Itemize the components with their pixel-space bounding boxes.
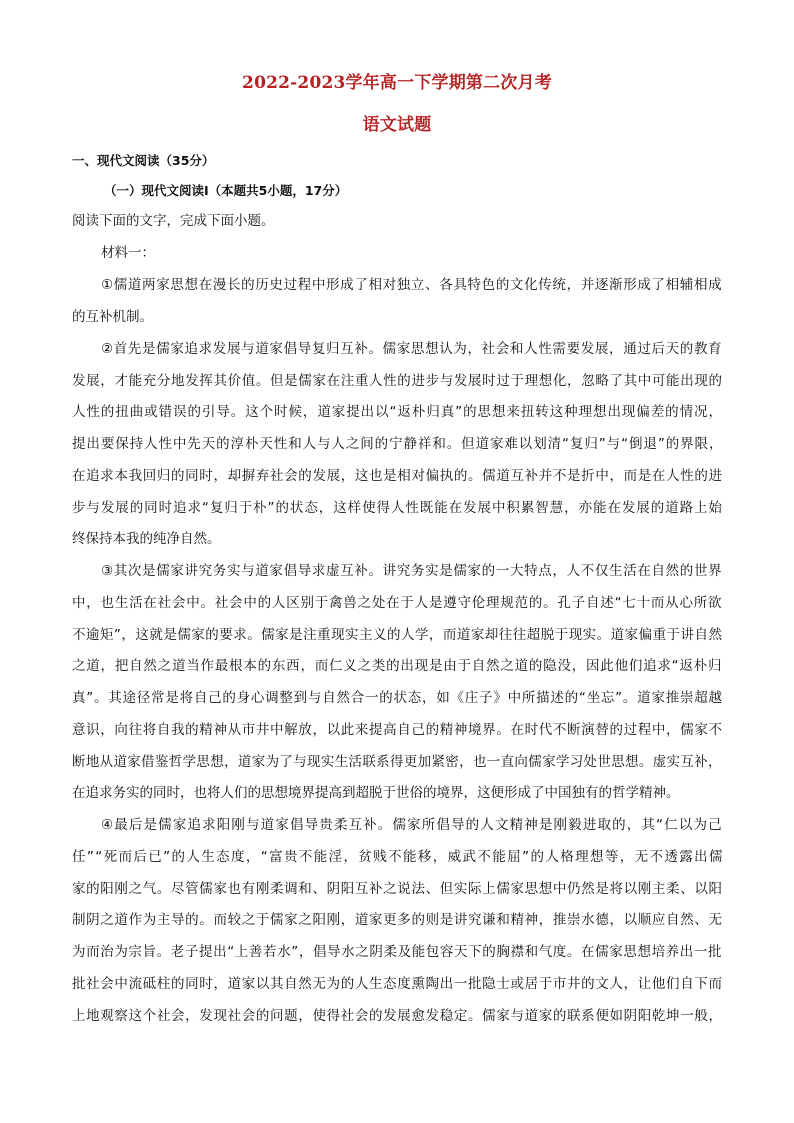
passage-line: 上地观察这个社会，发现社会的问题，使得社会的发展愈发稳定。儒家与道家的联系便如阴阳乾坤一般， <box>72 1008 723 1024</box>
passage-line: 真”。其途径常是将自己的身心调整到与自然合一的状态，如《庄子》中所描述的“坐忘”。道家推崇超越 <box>72 690 723 706</box>
sub-heading: （一）现代文阅读Ⅰ（本题共5小题，17分） <box>104 183 348 198</box>
section-heading: 一、现代文阅读（35分） <box>72 153 215 168</box>
material-label: 材料一： <box>101 245 155 261</box>
passage-line: 不逾矩”，这就是儒家的要求。儒家是注重现实主义的人学，而道家却往往超脱于现实。道家偏重于讲自然 <box>72 627 723 643</box>
passage-line: 之道，把自然之道当作最根本的东西，而仁义之类的出现是由于自然之道的隐没，因此他们追求“返朴归 <box>72 658 723 674</box>
passage-line: 提出要保持人性中先天的淳朴天性和人与人之间的宁静祥和。但道家难以划清“复归”与“倒退”的界限， <box>72 436 724 452</box>
passage-line: 批社会中流砥柱的同时，道家以其自然无为的人生态度熏陶出一批隐士或居于市井的文人，让他们自下而 <box>72 976 723 992</box>
passage-line: ①儒道两家思想在漫长的历史过程中形成了相对独立、各具特色的文化传统，并逐渐形成了相辅相成 <box>101 277 723 293</box>
passage-line: 意识，向往将自我的精神从市井中解放，以此来提高自己的精神境界。在时代不断演替的过程中，儒家不 <box>72 722 723 738</box>
passage-line: 任”“死而后已”的人生态度，“富贵不能淫，贫贱不能移，威武不能屈”的人格理想等，无不透露出儒 <box>72 849 724 865</box>
instruction-text: 阅读下面的文字，完成下面小题。 <box>72 213 275 229</box>
exam-subtitle: 语文试题 <box>362 115 432 135</box>
passage-line: ②首先是儒家追求发展与道家倡导复归互补。儒家思想认为，社会和人性需要发展，通过后天的教育 <box>101 341 723 357</box>
passage-line: 人性的扭曲或错误的引导。这个时候，道家提出以“返朴归真”的思想来扭转这种理想出现偏差的情况， <box>72 404 723 420</box>
passage-line: 步与发展的同时追求“复归于朴”的状态，这样使得人性既能在发展中积累智慧，亦能在发展的道路上始 <box>72 500 723 516</box>
passage-line: 中，也生活在社会中。社会中的人区别于禽兽之处在于人是遵守伦理规范的。孔子自述“七十而从心所欲 <box>72 595 723 611</box>
passage-line: 为而治为宗旨。老子提出“上善若水”，倡导水之阴柔及能包容天下的胸襟和气度。在儒家思想培养出一批 <box>72 944 723 960</box>
passage-line: 在追求务实的同时，也将人们的思想境界提高到超脱于世俗的境界，这便形成了中国独有的哲学精神。 <box>72 785 680 801</box>
passage-line: ③其次是儒家讲究务实与道家倡导求虚互补。讲究务实是儒家的一大特点，人不仅生活在自然的世界 <box>101 563 723 579</box>
passage-line: 在追求本我回归的同时，却摒弃社会的发展，这也是相对偏执的。儒道互补并不是折中，而是在人性的进 <box>72 468 723 484</box>
passage-line: 的互补机制。 <box>72 309 153 325</box>
passage-line: 终保持本我的纯净自然。 <box>72 531 221 547</box>
passage-line: 断地从道家借鉴哲学思想，道家为了与现实生活联系得更加紧密，也一直向儒家学习处世思想。虚实互补， <box>72 754 722 770</box>
passage-line: ④最后是儒家追求阳刚与道家倡导贵柔互补。儒家所倡导的人文精神是刚毅进取的，其“仁以为己 <box>101 817 723 833</box>
passage-line: 家的阳刚之气。尽管儒家也有刚柔调和、阴阳互补之说法、但实际上儒家思想中仍然是将以刚主柔、以阳 <box>72 881 723 897</box>
exam-title: 2022-2023学年高一下学期第二次月考 <box>242 73 552 93</box>
passage-line: 发展，才能充分地发挥其价值。但是儒家在注重人性的进步与发展时过于理想化，忽略了其中可能出现的 <box>72 373 723 389</box>
passage-line: 制阴之道作为主导的。而较之于儒家之阳刚，道家更多的则是讲究谦和精神，推崇水德，以顺应自然、无 <box>72 912 723 928</box>
